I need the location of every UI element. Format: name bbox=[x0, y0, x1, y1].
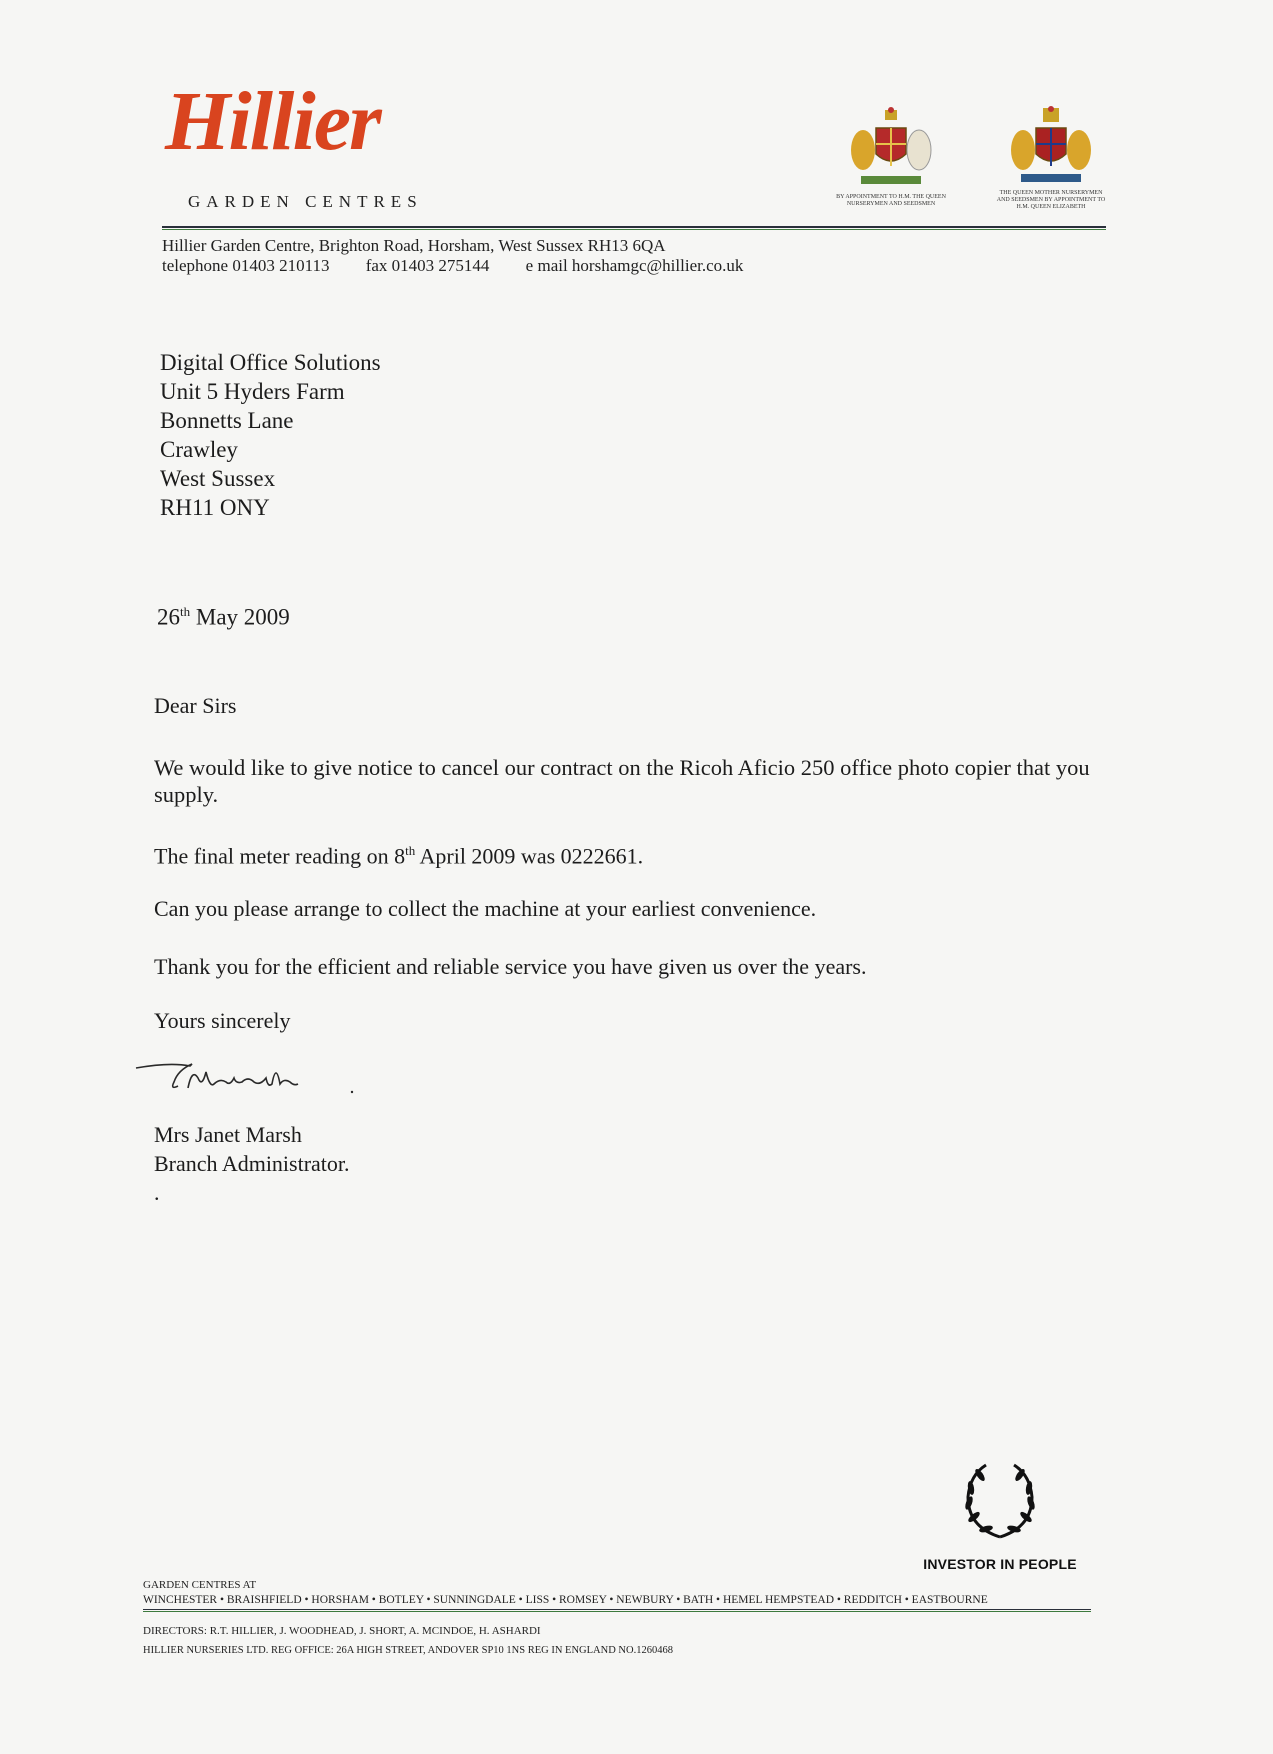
recipient-line: West Sussex bbox=[160, 466, 276, 491]
crest-right-caption: THE QUEEN MOTHER NURSERYMEN AND SEEDSMEN BY APPOINTMENT TO H.M. QUEEN ELIZABETH bbox=[996, 190, 1106, 210]
footer-rule-green bbox=[143, 1611, 1091, 1612]
fax: fax 01403 275144 bbox=[365, 256, 490, 275]
footer-registration: HILLIER NURSERIES LTD. REG OFFICE: 26A HIGH STREET, ANDOVER SP10 1NS REG IN ENGLAND NO.1260468 bbox=[143, 1645, 673, 1656]
header-rule bbox=[162, 226, 1106, 228]
footer-centres-list: WINCHESTER • BRAISHFIELD • HORSHAM • BOTLEY • SUNNINGDALE • LISS • ROMSEY • NEWBURY • BATH • HEMEL HEMPSTEAD • REDDITCH • EASTBOURNE bbox=[143, 1594, 988, 1606]
body-paragraph-3: Can you please arrange to collect the machine at your earliest convenience. bbox=[154, 896, 817, 921]
royal-crest-right bbox=[996, 106, 1106, 211]
hillier-logo bbox=[165, 75, 380, 168]
footer-rule bbox=[143, 1609, 1091, 1610]
recipient-line: Crawley bbox=[160, 437, 238, 462]
signature-icon bbox=[130, 1048, 370, 1103]
footer-directors: DIRECTORS: R.T. HILLIER, J. WOODHEAD, J. SHORT, A. MCINDOE, H. ASHARDI bbox=[143, 1625, 541, 1637]
salutation: Dear Sirs bbox=[154, 693, 237, 718]
letter-date: 26th May 2009 bbox=[157, 604, 290, 630]
investor-in-people-logo bbox=[900, 1455, 1100, 1572]
logo-subtitle: GARDEN CENTRES bbox=[188, 192, 423, 211]
trailing-dot: . bbox=[154, 1180, 160, 1205]
signatory-name: Mrs Janet Marsh bbox=[154, 1122, 302, 1147]
closing: Yours sincerely bbox=[154, 1008, 291, 1033]
logo-text: Hillier bbox=[165, 75, 380, 168]
company-contact bbox=[162, 256, 775, 276]
crest-left-caption: BY APPOINTMENT TO H.M. THE QUEEN NURSERYMEN AND SEEDSMEN bbox=[836, 194, 946, 207]
royal-arms-icon bbox=[1001, 106, 1101, 190]
signatory-title: Branch Administrator. bbox=[154, 1151, 350, 1176]
body-paragraph-4: Thank you for the efficient and reliable service you have given us over the years. bbox=[154, 954, 867, 979]
recipient-line: Unit 5 Hyders Farm bbox=[160, 379, 345, 404]
signature bbox=[130, 1048, 370, 1108]
iip-label: INVESTOR IN PEOPLE bbox=[923, 1556, 1077, 1572]
royal-crest-left bbox=[836, 106, 946, 208]
footer-centres-label: GARDEN CENTRES AT bbox=[143, 1579, 257, 1591]
body-paragraph-2: The final meter reading on 8th April 2009 was 0222661. bbox=[154, 843, 644, 869]
recipient-line: Digital Office Solutions bbox=[160, 350, 381, 375]
email: e mail horshamgc@hillier.co.uk bbox=[525, 256, 744, 275]
company-address: Hillier Garden Centre, Brighton Road, Horsham, West Sussex RH13 6QA bbox=[162, 236, 666, 255]
laurel-wreath-icon bbox=[952, 1455, 1048, 1545]
header-rule-green bbox=[162, 229, 1106, 230]
telephone: telephone 01403 210113 bbox=[162, 256, 330, 275]
royal-arms-icon bbox=[841, 106, 941, 194]
recipient-line: RH11 ONY bbox=[160, 495, 270, 520]
recipient-line: Bonnetts Lane bbox=[160, 408, 294, 433]
recipient-address bbox=[160, 348, 381, 522]
body-paragraph-1: We would like to give notice to cancel our contract on the Ricoh Aficio 250 office photo copier that you supply. bbox=[154, 755, 1090, 807]
